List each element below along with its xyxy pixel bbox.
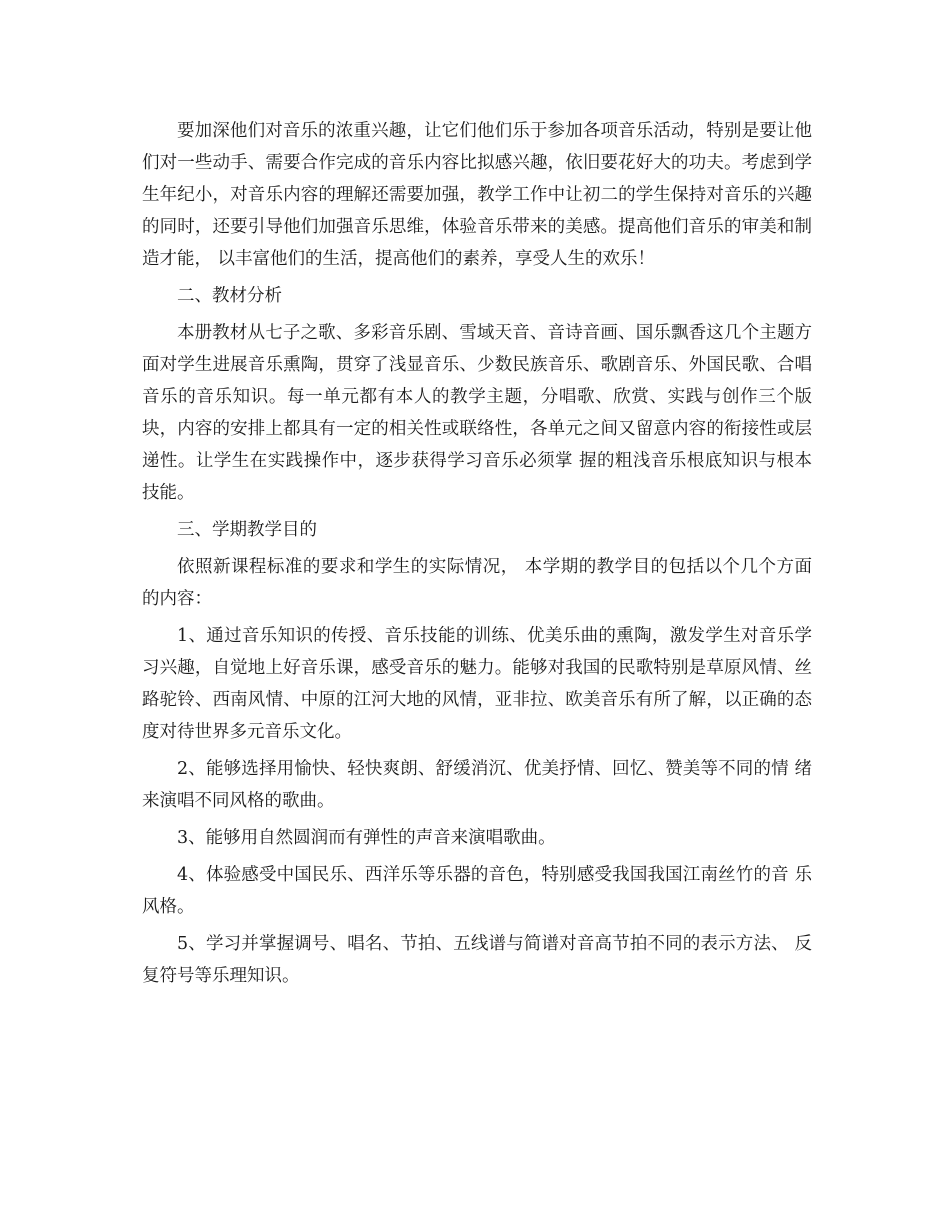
paragraph-goal-4: 4、体验感受中国民乐、西洋乐等乐器的音色，特别感受我国我国江南丝竹的音 乐风格。 bbox=[142, 865, 812, 917]
section-heading-teaching-goals: 三、学期教学目的 bbox=[177, 520, 317, 540]
paragraph-goals-intro: 依照新课程标准的要求和学生的实际情况， 本学期的教学目的包括以个几个方面的内容： bbox=[142, 557, 812, 609]
paragraph-goal-1: 1、通过音乐知识的传授、音乐技能的训练、优美乐曲的熏陶，激发学生对音乐学习兴趣，自觉地上好音乐课，感受音乐的魅力。能够对我国的民歌特别是草原风情、丝路驼铃、西南风情、中原的江河大地的风情，亚非拉、欧美音乐有所了解，以正确的态度对待世界多元音乐文化。 bbox=[142, 626, 812, 742]
paragraph-goal-5: 5、学习并掌握调号、唱名、节拍、五线谱与简谱对音高节拍不同的表示方法、 反复符号等乐理知识。 bbox=[142, 934, 812, 986]
section-heading-textbook-analysis: 二、教材分析 bbox=[177, 286, 282, 306]
paragraph-goal-2: 2、能够选择用愉快、轻快爽朗、舒缓消沉、优美抒情、回忆、赞美等不同的情 绪来演唱不同风格的歌曲。 bbox=[142, 759, 812, 811]
paragraph-textbook-analysis: 本册教材从七子之歌、多彩音乐剧、雪域天音、音诗音画、国乐飘香这几个主题方面对学生进展音乐熏陶，贯穿了浅显音乐、少数民族音乐、歌剧音乐、外国民歌、合唱音乐的音乐知识。每一单元都有本人的教学主题，分唱歌、欣赏、实践与创作三个版块，内容的安排上都具有一定的相关性或联络性，各单元之间又留意内容的衔接性或层递性。让学生在实践操作中，逐步获得学习音乐必须掌 握的粗浅音乐根底知识与根本技能。 bbox=[142, 323, 812, 503]
paragraph-intro: 要加深他们对音乐的浓重兴趣，让它们他们乐于参加各项音乐活动，特别是要让他们对一些动手、需要合作完成的音乐内容比拟感兴趣，依旧要花好大的功夫。考虑到学生年纪小，对音乐内容的理解还需要加强，教学工作中让初二的学生保持对音乐的兴趣的同时，还要引导他们加强音乐思维，体验音乐带来的美感。提高他们音乐的审美和制造才能， 以丰富他们的生活，提高他们的素养，享受人生的欢乐！ bbox=[142, 121, 812, 269]
paragraph-goal-3: 3、能够用自然圆润而有弹性的声音来演唱歌曲。 bbox=[177, 828, 556, 848]
document-body bbox=[142, 115, 812, 997]
